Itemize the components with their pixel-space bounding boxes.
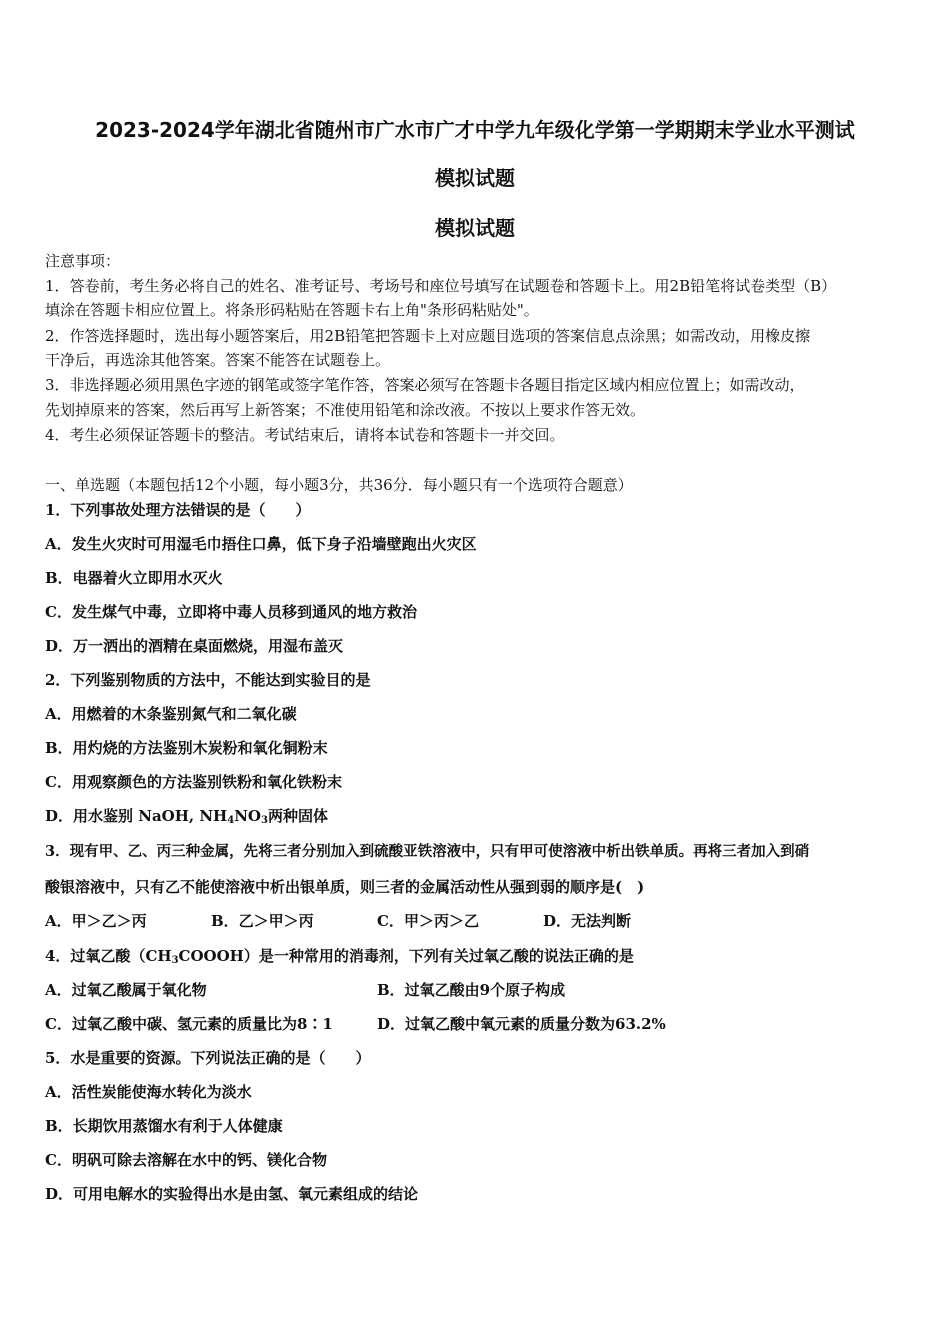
question-4-option-d: D．过氧乙酸中氧元素的质量分数为63.2% (377, 1015, 666, 1033)
question-5-option-c: C．明矾可除去溶解在水中的钙、镁化合物 (45, 1151, 327, 1169)
question-2-option-a: A．用燃着的木条鉴别氮气和二氧化碳 (45, 705, 297, 723)
subscript: 3 (171, 955, 179, 966)
question-4-option-b: B．过氧乙酸由9个原子构成 (377, 981, 566, 999)
question-4-option-a: A．过氧乙酸属于氧化物 (45, 981, 207, 999)
notice-line: 2．作答选择题时，选出每小题答案后，用2B铅笔把答题卡上对应题目选项的答案信息点涂黑；如需改动，用橡皮擦 (45, 327, 811, 345)
question-3-stem: 3．现有甲、乙、丙三种金属，先将三者分别加入到硫酸亚铁溶液中，只有甲可使溶液中析出铁单质。再将三者加入到硝 (45, 843, 810, 860)
notice-line: 干净后，再选涂其他答案。答案不能答在试题卷上。 (45, 351, 391, 369)
question-5-stem: 5．水是重要的资源。下列说法正确的是（ ） (45, 1049, 371, 1067)
exam-subtitle: 模拟试题 (435, 166, 515, 190)
option-d-text: NO (234, 807, 261, 825)
subscript: 4 (227, 815, 235, 826)
notice-line: 先划掉原来的答案，然后再写上新答案；不准使用铅笔和涂改液。不按以上要求作答无效。 (45, 401, 646, 419)
question-2-option-c: C．用观察颜色的方法鉴别铁粉和氧化铁粉末 (45, 773, 342, 791)
question-2-option-b: B．用灼烧的方法鉴别木炭粉和氧化铜粉末 (45, 739, 328, 757)
notice-heading: 注意事项： (45, 252, 121, 270)
notice-line: 填涂在答题卡相应位置上。将条形码粘贴在答题卡右上角"条形码粘贴处"。 (45, 301, 539, 319)
exam-subtitle-repeat: 模拟试题 (435, 216, 515, 240)
option-d-text: D．用水鉴别 NaOH, NH (45, 807, 228, 825)
question-5-option-a: A．活性炭能使海水转化为淡水 (45, 1083, 252, 1101)
subscript: 3 (260, 815, 268, 826)
question-5-option-b: B．长期饮用蒸馏水有利于人体健康 (45, 1117, 283, 1135)
question-3-option-b: B．乙＞甲＞丙 (211, 912, 314, 930)
notice-line: 4．考生必须保证答题卡的整洁。考试结束后，请将本试卷和答题卡一并交回。 (45, 426, 565, 444)
option-d-text: 两种固体 (267, 807, 328, 825)
question-3-option-a: A．甲＞乙＞丙 (45, 912, 147, 930)
question-1-option-a: A．发生火灾时可用湿毛巾捂住口鼻，低下身子沿墙壁跑出火灾区 (45, 535, 477, 553)
notice-line: 1．答卷前，考生务必将自己的姓名、准考证号、考场号和座位号填写在试题卷和答题卡上。用2B铅笔将试卷类型（B） (45, 277, 837, 295)
question-3-option-c: C．甲＞丙＞乙 (377, 912, 479, 930)
question-4-stem (45, 946, 634, 966)
question-1-stem: 1．下列事故处理方法错误的是（ ） (45, 501, 311, 519)
question-4-option-c: C．过氧乙酸中碳、氢元素的质量比为8∶1 (45, 1015, 333, 1033)
question-3-option-d: D．无法判断 (543, 912, 632, 930)
question-1-option-c: C．发生煤气中毒，立即将中毒人员移到通风的地方救治 (45, 603, 417, 621)
question-5-option-d: D．可用电解水的实验得出水是由氢、氧元素组成的结论 (45, 1185, 419, 1203)
stem-text: COOOH）是一种常用的消毒剂，下列有关过氧乙酸的说法正确的是 (178, 947, 634, 965)
question-2-option-d (45, 806, 328, 826)
question-3-stem: 酸银溶液中，只有乙不能使溶液中析出银单质，则三者的金属活动性从强到弱的顺序是( ) (45, 878, 645, 896)
section-heading: 一、单选题（本题包括12个小题，每小题3分，共36分．每小题只有一个选项符合题意） (45, 476, 633, 494)
question-1-option-d: D．万一洒出的酒精在桌面燃烧，用湿布盖灭 (45, 637, 344, 655)
question-2-stem: 2．下列鉴别物质的方法中，不能达到实验目的是 (45, 671, 371, 689)
notice-line: 3．非选择题必须用黑色字迹的钢笔或签字笔作答，答案必须写在答题卡各题目指定区域内相应位置上；如需改动， (45, 376, 805, 394)
question-1-option-b: B．电器着火立即用水灭火 (45, 569, 223, 587)
exam-title: 2023-2024学年湖北省随州市广水市广才中学九年级化学第一学期期末学业水平测试 (95, 118, 855, 142)
stem-text: 4．过氧乙酸（CH (45, 947, 172, 965)
